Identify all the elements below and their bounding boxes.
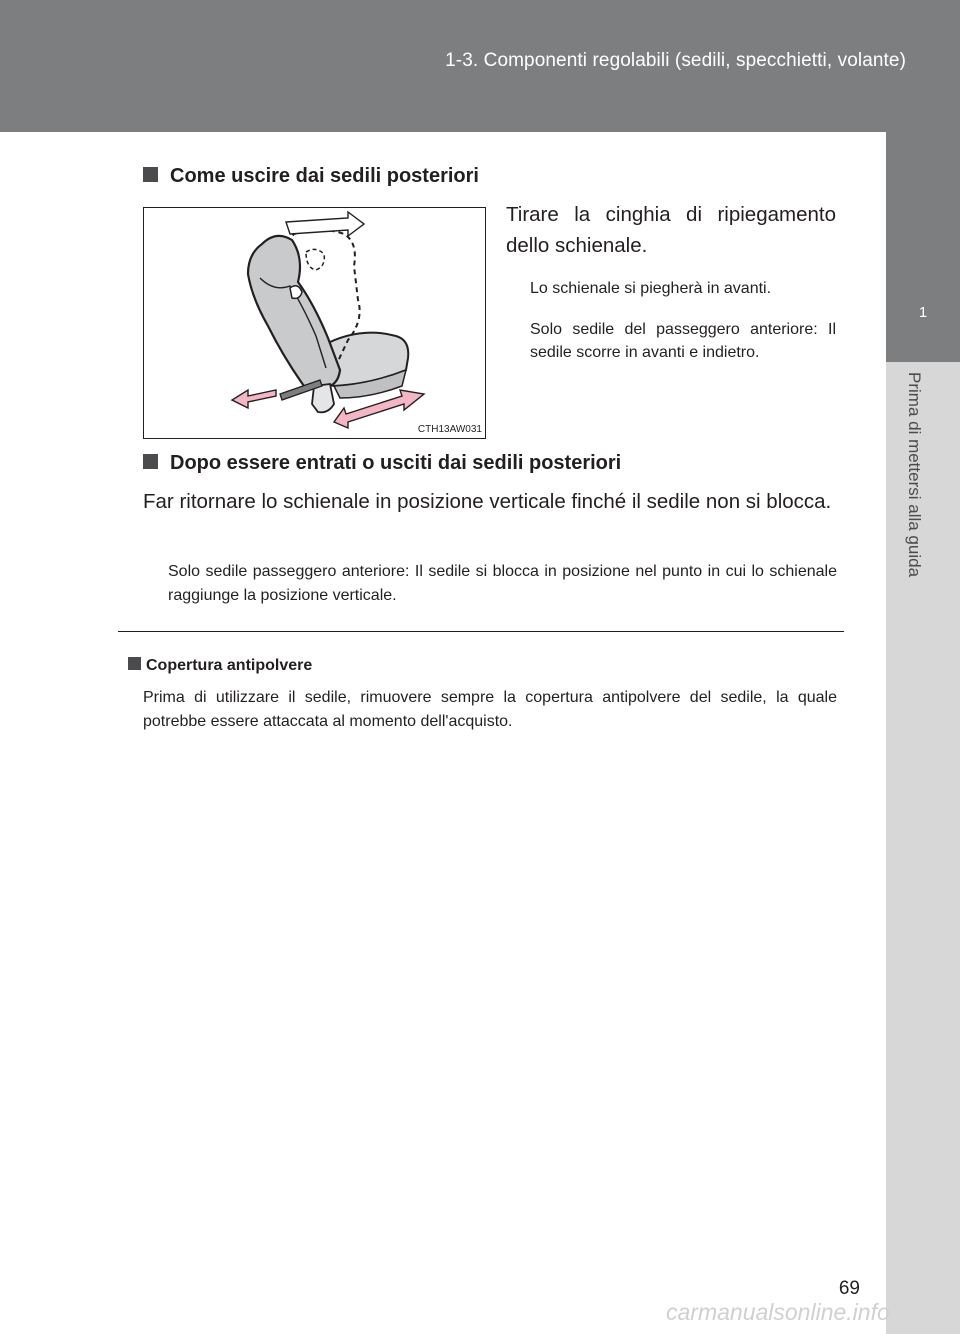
fold-strap-icon <box>290 286 302 299</box>
instruction-note-2: Solo sedile del passeggero anteriore: Il sedile scorre in avanti e indietro. <box>530 321 836 361</box>
seat-fold-diagram <box>144 208 484 437</box>
figure-code: CTH13AW031 <box>417 424 482 435</box>
dust-cover-paragraph: Prima di utilizzare il sedile, rimuovere sempre la copertura antipolvere del sedile, la quale potrebbe essere attaccata al momento dell'acquisto. <box>143 689 837 730</box>
instruction-text: Tirare la cinghia di ripiegamento dello schienale. <box>506 203 836 257</box>
page-header <box>0 0 960 132</box>
section-divider <box>118 631 844 632</box>
body-note: Solo sedile passeggero anteriore: Il sedile si blocca in posizione nel punto in cui lo schienale raggiunge la posizione verticale. <box>168 563 837 604</box>
header-title: 1-3. Componenti regolabili (sedili, specchietti, volante) <box>445 50 906 71</box>
pull-strap-arrow <box>232 390 276 408</box>
chapter-tab <box>886 132 960 362</box>
section-heading-after-entry <box>143 452 621 475</box>
section-heading-exit-rear <box>143 165 479 188</box>
square-bullet-icon <box>143 167 158 182</box>
section-heading-text: Come uscire dai sedili posteriori <box>170 165 479 187</box>
section-heading-text: Dopo essere entrati o usciti dai sedili posteriori <box>170 452 622 474</box>
folded-headrest-outline <box>306 249 324 270</box>
seat-illustration <box>143 207 486 439</box>
instruction-note-1: Lo schienale si piegherà in avanti. <box>530 280 772 297</box>
square-bullet-icon <box>143 454 158 469</box>
section-heading-dust-cover <box>128 657 312 675</box>
page-number: 69 <box>838 1278 860 1299</box>
body-paragraph: Far ritornare lo schienale in posizione verticale finché il sedile non si blocca. <box>143 490 832 513</box>
square-bullet-icon <box>128 657 141 670</box>
chapter-number: 1 <box>918 304 928 321</box>
chapter-label: Prima di mettersi alla guida <box>905 372 924 578</box>
fold-forward-arrow <box>286 212 364 236</box>
watermark: carmanualsonline.info <box>666 1299 890 1325</box>
section-heading-text: Copertura antipolvere <box>146 657 313 674</box>
upright-backrest-shape <box>248 236 340 388</box>
